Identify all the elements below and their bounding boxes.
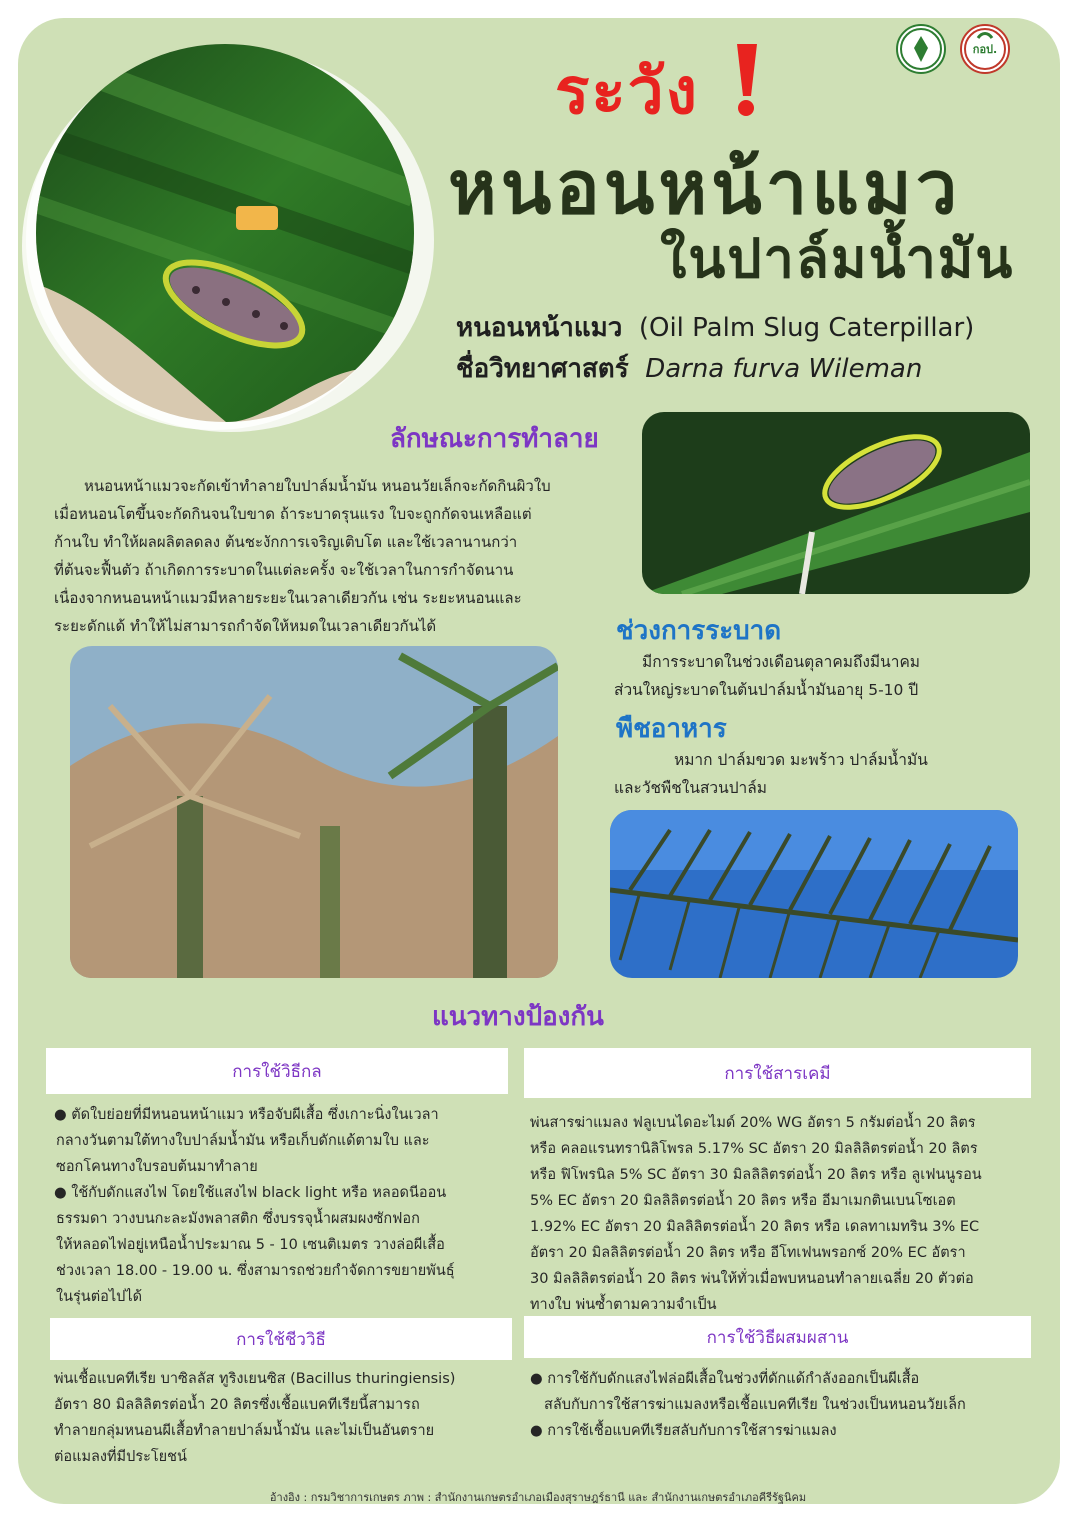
chemical-line: หรือ คลอแรนทรานิลิโพรล 5.17% SC อัตรา 20 มิลลิลิตรต่อน้ำ 20 ลิตร xyxy=(530,1141,978,1157)
prevention-heading: แนวทางป้องกัน xyxy=(432,1002,604,1032)
integrated-line: ● การใช้เชื้อแบคทีเรียสลับกับการใช้สารฆ่าแมลง xyxy=(530,1423,837,1439)
host-line: และวัชพืชในสวนปาล์ม xyxy=(614,779,767,797)
palm-plantation-photo xyxy=(70,646,558,978)
damage-line: เมื่อหนอนโตขึ้นจะกัดกินจนใบขาด ถ้าระบาดรุนแรง ใบจะถูกกัดจนเหลือแต่ xyxy=(54,505,532,523)
outbreak-heading: ช่วงการระบาด xyxy=(616,616,782,646)
integrated-panel xyxy=(530,1366,1040,1444)
biological-line: ทำลายกลุ่มหนอนผีเสื้อทำลายปาล์มน้ำมัน และไม่เป็นอันตราย xyxy=(54,1423,435,1439)
biological-line: อัตรา 80 มิลลิลิตรต่อน้ำ 20 ลิตรซึ่งเชื้อแบคทีเรียนี้สามารถ xyxy=(54,1397,420,1413)
host-text xyxy=(614,746,1034,802)
mechanical-line: ● ตัดใบย่อยที่มีหนอนหน้าแมว หรือจับผีเสื้อ ซึ่งเกาะนิ่งในเวลา xyxy=(54,1107,439,1123)
mechanical-panel xyxy=(54,1102,514,1310)
tab-chemical xyxy=(524,1048,1031,1098)
chemical-panel xyxy=(530,1110,1040,1318)
integrated-label: การใช้วิธีผสมผสาน xyxy=(706,1327,849,1348)
kop-logo xyxy=(960,24,1010,74)
mechanical-line: ให้หลอดไฟอยู่เหนือน้ำประมาณ 5 - 10 เซนติเมตร วางล่อผีเสื้อ xyxy=(56,1237,445,1253)
damage-line: ก้านใบ ทำให้ผลผลิตลดลง ต้นชะงักการเจริญเติบโต และใช้เวลานานกว่า xyxy=(54,533,518,551)
biological-line: ต่อแมลงที่มีประโยชน์ xyxy=(54,1449,187,1465)
common-name-english: (Oil Palm Slug Caterpillar) xyxy=(638,313,975,343)
chemical-line: พ่นสารฆ่าแมลง ฟลูเบนไดอะไมด์ 20% WG อัตรา 5 กรัมต่อน้ำ 20 ลิตร xyxy=(530,1115,976,1131)
integrated-line: สลับกับการใช้สารฆ่าแมลงหรือเชื้อแบคทีเรีย ในช่วงเป็นหนอนวัยเล็ก xyxy=(544,1397,966,1413)
page-subtitle: ในปาล์มน้ำมัน xyxy=(660,227,1015,290)
chemical-line: ทางใบ พ่นซ้ำตามความจำเป็น xyxy=(530,1297,717,1313)
chemical-line: หรือ ฟิโพรนิล 5% SC อัตรา 30 มิลลิลิตรต่อน้ำ 20 ลิตร หรือ ลูเฟนนูรอน xyxy=(530,1167,982,1183)
damage-heading: ลักษณะการทำลาย xyxy=(390,424,599,454)
damage-line: ระยะดักแด้ ทำให้ไม่สามารถกำจัดให้หมดในเวลาเดียวกันได้ xyxy=(54,617,437,635)
chemical-line: 1.92% EC อัตรา 20 มิลลิลิตรต่อน้ำ 20 ลิตร หรือ เดลทาเมทริน 3% EC xyxy=(530,1219,980,1235)
tab-biological xyxy=(50,1318,512,1360)
host-heading: พืชอาหาร xyxy=(616,714,727,744)
warning-text: ระวัง xyxy=(555,54,699,129)
caterpillar-leaf-photo xyxy=(642,412,1030,594)
scientific-name-line xyxy=(456,348,1046,389)
biological-panel xyxy=(54,1366,524,1470)
biological-line: พ่นเชื้อแบคทีเรีย บาซิลลัส ทูริงเยนซิส (Bacillus thuringiensis) xyxy=(54,1371,456,1387)
mechanical-line: ● ใช้กับดักแสงไฟ โดยใช้แสงไฟ black light หรือ หลอดนีออน xyxy=(54,1185,447,1201)
mechanical-line: ธรรมดา วางบนกะละมังพลาสติก ซึ่งบรรจุน้ำผสมผงซักฟอก xyxy=(56,1211,420,1227)
host-line: หมาก ปาล์มขวด มะพร้าว ปาล์มน้ำมัน xyxy=(674,751,928,769)
department-seal-logo xyxy=(896,24,946,74)
common-name-label: หนอนหน้าแมว xyxy=(456,313,623,343)
mechanical-line: ช่วงเวลา 18.00 - 19.00 น. ซึ่งสามารถช่วยกำจัดการขยายพันธุ์ xyxy=(56,1263,455,1279)
kop-logo-text: กอป. xyxy=(972,43,998,56)
biological-label: การใช้ชีววิธี xyxy=(236,1329,326,1350)
damage-line: เนื่องจากหนอนหน้าแมวมีหลายระยะในเวลาเดียวกัน เช่น ระยะหนอนและ xyxy=(54,589,522,607)
chemical-line: อัตรา 20 มิลลิลิตรต่อน้ำ 20 ลิตร หรือ อีโทเฟนพรอกซ์ 20% EC อัตรา xyxy=(530,1245,966,1261)
mechanical-line: ซอกโคนทางใบรอบต้นมาทำลาย xyxy=(56,1159,258,1175)
mechanical-line: ในรุ่นต่อไปได้ xyxy=(56,1289,143,1305)
damage-line: หนอนหน้าแมวจะกัดเข้าทำลายใบปาล์มน้ำมัน หนอนวัยเล็กจะกัดกินผิวใบ xyxy=(84,477,551,495)
warning-title xyxy=(555,40,835,130)
common-name-line xyxy=(456,307,1046,348)
scientific-name-label: ชื่อวิทยาศาสตร์ xyxy=(456,354,629,384)
caterpillar-circle-photo xyxy=(36,44,414,422)
damage-line: ที่ต้นจะฟื้นตัว ถ้าเกิดการระบาดในแต่ละครั้ง จะใช้เวลาในการกำจัดนาน xyxy=(54,561,514,579)
scientific-name: Darna furva Wileman xyxy=(645,354,923,384)
outbreak-line: มีการระบาดในช่วงเดือนตุลาคมถึงมีนาคม xyxy=(642,653,921,671)
damaged-frond-photo xyxy=(610,810,1018,978)
integrated-line: ● การใช้กับดักแสงไฟล่อผีเสื้อในช่วงที่ดักแด้กำลังออกเป็นผีเสื้อ xyxy=(530,1371,920,1387)
exclamation-icon xyxy=(731,44,761,134)
chemical-label: การใช้สารเคมี xyxy=(724,1063,831,1084)
damage-text xyxy=(54,472,614,640)
mechanical-line: กลางวันตามใต้ทางใบปาล์มน้ำมัน หรือเก็บดักแด้ตามใบ และ xyxy=(56,1133,430,1149)
tab-integrated xyxy=(524,1316,1031,1358)
page-title: หนอนหน้าแมว xyxy=(448,145,962,231)
mechanical-label: การใช้วิธีกล xyxy=(232,1061,322,1082)
outbreak-line: ส่วนใหญ่ระบาดในต้นปาล์มน้ำมันอายุ 5-10 ปี xyxy=(614,681,919,699)
tab-mechanical xyxy=(46,1048,508,1094)
footer-credit: อ้างอิง : กรมวิชาการเกษตร ภาพ : สำนักงานเกษตรอำเภอเมืองสุราษฎร์ธานี และ สำนักงานเกษตรอำเภอคีรีรัฐนิคม xyxy=(269,1491,807,1504)
outbreak-text xyxy=(614,648,1034,704)
chemical-line: 30 มิลลิลิตรต่อน้ำ 20 ลิตร พ่นให้ทั่วเมื่อพบหนอนทำลายเฉลี่ย 20 ตัวต่อ xyxy=(530,1271,974,1287)
chemical-line: 5% EC อัตรา 20 มิลลิลิตรต่อน้ำ 20 ลิตร หรือ อีมาเมกตินเบนโซเอต xyxy=(530,1193,956,1209)
